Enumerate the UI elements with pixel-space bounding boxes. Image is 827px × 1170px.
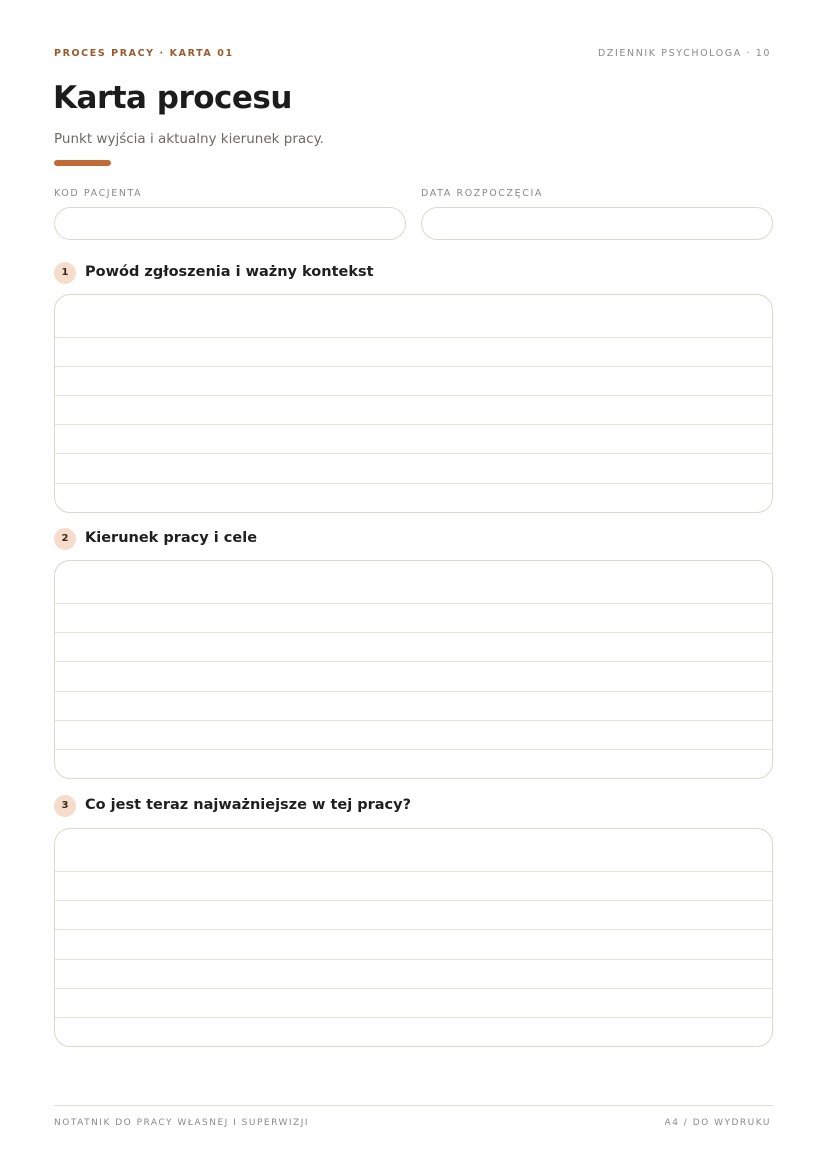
- writing-line: [55, 749, 772, 750]
- journal-page-label: DZIENNIK PSYCHOLOGA · 10: [597, 48, 771, 59]
- section-number-badge: 1: [54, 262, 76, 284]
- section-title: Kierunek pracy i cele: [85, 530, 258, 546]
- page-title: Karta procesu: [53, 80, 292, 116]
- start-date-label: DATA ROZPOCZĘCIA: [421, 188, 543, 199]
- writing-line: [55, 483, 772, 484]
- writing-line: [55, 337, 772, 338]
- eyebrow-label: PROCES PRACY · KARTA 01: [54, 48, 234, 59]
- writing-line: [55, 900, 772, 901]
- patient-code-field[interactable]: [54, 207, 406, 240]
- writing-line: [55, 453, 772, 454]
- writing-line: [55, 424, 772, 425]
- writing-line: [55, 395, 772, 396]
- footer-divider: [54, 1105, 773, 1106]
- section-title: Powód zgłoszenia i ważny kontekst: [85, 264, 374, 280]
- section-number-badge: 3: [54, 795, 76, 817]
- footer-format-label: A4 / DO WYDRUKU: [664, 1118, 771, 1128]
- writing-line: [55, 959, 772, 960]
- writing-line: [55, 661, 772, 662]
- writing-line: [55, 691, 772, 692]
- writing-line: [55, 988, 772, 989]
- patient-code-label: KOD PACJENTA: [54, 188, 143, 199]
- section-3-writing-area[interactable]: [54, 828, 773, 1047]
- footer-note: NOTATNIK DO PRACY WŁASNEJ I SUPERWIZJI: [54, 1118, 309, 1128]
- writing-line: [55, 871, 772, 872]
- page-subtitle: Punkt wyjścia i aktualny kierunek pracy.: [54, 131, 324, 147]
- writing-line: [55, 366, 772, 367]
- accent-divider: [54, 160, 111, 166]
- start-date-field[interactable]: [421, 207, 773, 240]
- writing-line: [55, 1017, 772, 1018]
- section-title: Co jest teraz najważniejsze w tej pracy?: [85, 797, 412, 813]
- writing-line: [55, 720, 772, 721]
- section-1-writing-area[interactable]: [54, 294, 773, 513]
- writing-line: [55, 632, 772, 633]
- writing-line: [55, 929, 772, 930]
- writing-line: [55, 603, 772, 604]
- section-2-writing-area[interactable]: [54, 560, 773, 779]
- section-number-badge: 2: [54, 528, 76, 550]
